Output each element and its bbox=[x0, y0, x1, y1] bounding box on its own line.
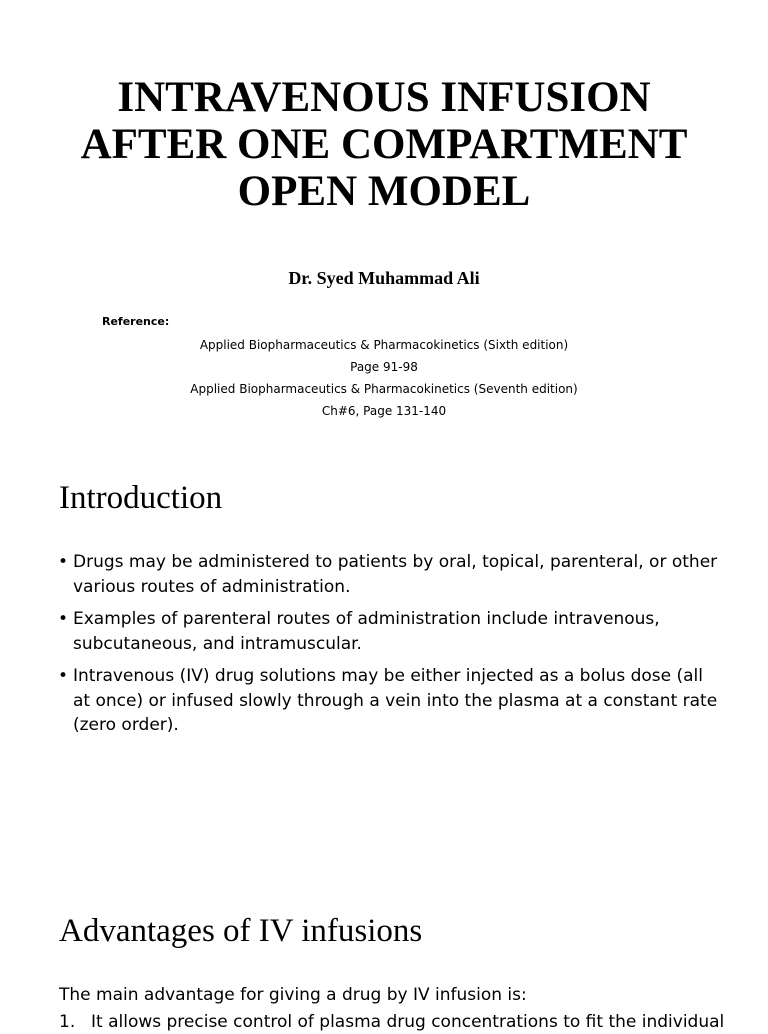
advantage-item bbox=[59, 1010, 768, 1034]
bullet-icon: • bbox=[58, 666, 69, 686]
title-line: AFTER ONE COMPARTMENT bbox=[80, 121, 688, 168]
advantage-text: It allows precise control of plasma drug concentrations to fit the individual bbox=[91, 1012, 725, 1032]
bullet-icon: • bbox=[58, 552, 69, 572]
bullet-text: Drugs may be administered to patients by oral, topical, parenteral, or other various routes of administration. bbox=[73, 552, 718, 597]
reference-line: Page 91-98 bbox=[350, 360, 418, 374]
bullet-item bbox=[58, 664, 718, 738]
introduction-heading: Introduction bbox=[59, 480, 223, 516]
reference-list bbox=[0, 334, 768, 422]
slide-title bbox=[0, 74, 768, 215]
reference-label: Reference: bbox=[102, 315, 170, 328]
reference-line: Applied Biopharmaceutics & Pharmacokinetics (Sixth edition) bbox=[199, 338, 569, 352]
reference-line: Applied Biopharmaceutics & Pharmacokinetics (Seventh edition) bbox=[190, 382, 578, 396]
bullet-text: Intravenous (IV) drug solutions may be either injected as a bolus dose (all at once) or infused slowly through a vein into the plasma at a constant rate (zero order). bbox=[73, 666, 718, 735]
bullet-text: Examples of parenteral routes of administration include intravenous, subcutaneous, and intramuscular. bbox=[73, 609, 660, 654]
advantage-number: 1. bbox=[59, 1012, 76, 1032]
bullet-item bbox=[58, 607, 718, 656]
advantages-heading: Advantages of IV infusions bbox=[59, 913, 423, 949]
advantages-intro: The main advantage for giving a drug by IV infusion is: bbox=[59, 985, 527, 1005]
reference-line: Ch#6, Page 131-140 bbox=[321, 404, 447, 418]
introduction-bullet-list bbox=[58, 550, 718, 746]
bullet-icon: • bbox=[58, 609, 69, 629]
bullet-item bbox=[58, 550, 718, 599]
title-line: INTRAVENOUS INFUSION bbox=[117, 74, 651, 121]
author-name: Dr. Syed Muhammad Ali bbox=[288, 268, 480, 288]
title-line: OPEN MODEL bbox=[237, 168, 531, 215]
